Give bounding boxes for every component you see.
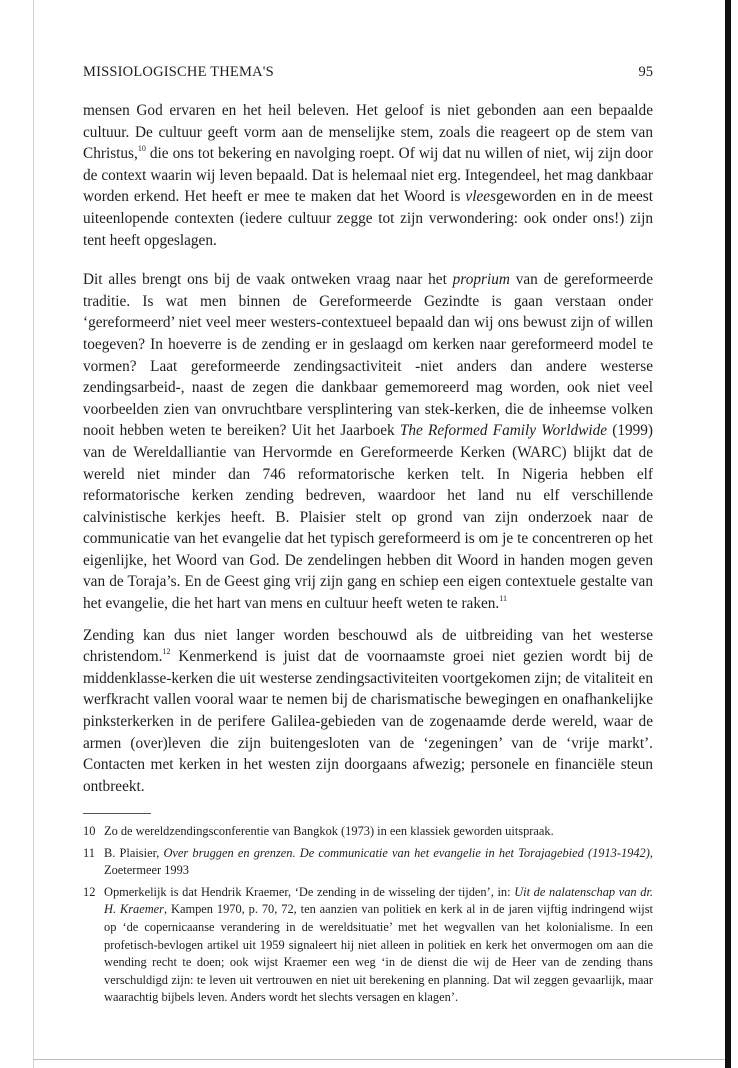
footnote-10: 10 Zo de wereldzendingsconferentie van Bangkok (1973) in een klassiek geworden uitspraak.: [83, 823, 653, 841]
running-title: MISSIOLOGISCHE THEMA'S: [83, 64, 274, 80]
footnote-number: 10: [83, 824, 96, 838]
body-text: [83, 100, 653, 815]
footnote-number: 12: [83, 884, 96, 899]
footnotes: [83, 823, 653, 1011]
scan-bottom-edge: [33, 1059, 725, 1060]
paragraph-3: Zending kan dus niet langer worden beschouwd als de uitbreiding van het westerse christendom.$^{12}$ Kenmerkend is juist dat de voornaamste groei niet gezien wordt bij de middenklasse-kerken die uit westerse zendingsactiviteiten voortgekomen zijn; de vitaliteit en werfkracht vallen vooral waar te nemen bij de charismatische bewegingen en onafhankelijke pinksterkerken in de perifere Galilea-gebieden van de zogenaamde derde wereld, waar de armen (over)leven die zijn buitengesloten van de ‘zegeningen’ van de ‘vrije markt’. Contacten met kerken in het westen zijn doorgaans afwezig; personele en financiële steun ontbreekt.: [83, 626, 653, 795]
running-header: [83, 64, 653, 84]
footnote-11: 11 B. Plaisier, Over bruggen en grenzen. De communicatie van het evangelie in het Torajagebied (1913-1942), Zoetermeer 1993: [83, 845, 653, 878]
footnote-ref-12[interactable]: 12: [162, 647, 171, 657]
footnote-12: 12 Opmerkelijk is dat Hendrik Kraemer, ‘De zending in de wisseling der tijden’, in: Uit de nalatenschap van dr. H. Kraemer, Kampen 1970, p. 70, 72, ten aanzien van politiek en kerk al in de jaren vijftig indringend wijst op ‘de copernicaanse verandering in de wereldsituatie’ met het wegvallen van het kolonialisme. In een profetisch-bevlogen artikel uit 1959 signaleert hij niet alleen in politiek en kerk het onvermogen om aan die wending recht te doen; ook wijst Kraemer een weg ‘in de dienst die wij de Heer van de zending thans verschuldigd zijn: te leven uit vertrouwen en niet uit berekening en planning. Dat wil zeggen gevaarlijk, maar waarachtig bijbels leven. Anders wordt het slechts versagen en klagen’.: [83, 884, 654, 1005]
footnote-ref-10[interactable]: 10: [137, 144, 146, 154]
scan-left-edge: [33, 0, 34, 1068]
footnote-ref-11[interactable]: 11: [499, 594, 507, 604]
footnote-number: 11: [83, 845, 95, 860]
paragraph-1: mensen God ervaren en het heil beleven. Het geloof is niet gebonden aan een bepaalde cultuur. De cultuur geeft vorm aan de menselijke stem, zoals die reageert op de stem van Christus,$^{10}$ die ons tot bekering en navolging roept. Of wij dat nu willen of niet, wij zijn door de context waarin wij leven bepaald. Dat is helemaal niet erg. Integendeel, het mag dankbaar worden erkend. Het heeft er mee te maken dat het Woord is vleesgeworden en in de meest uiteenlopende contexten (iedere cultuur zegge tot zijn verwondering: ook onder ons!) zijn tent heeft opgeslagen.: [83, 102, 653, 249]
page-number: 95: [638, 64, 653, 80]
footnote-separator: [83, 813, 151, 814]
scan-right-edge: [725, 0, 731, 1068]
paragraph-2: Dit alles brengt ons bij de vaak ontweken vraag naar het proprium van de gereformeerde traditie. Is wat men binnen de Gereformeerde Gezindte is gaan verstaan onder ‘gereformeerd’ niet veel meer westers-contextueel bepaald dan wij ons bewust zijn of willen toegeven? In hoeverre is de zending er in geslaagd om kerken naar gereformeerd model te vormen? Laat gereformeerde zendingsactiviteit -niet anders dan andere westerse zendingsarbeid-, naast de zegen die dankbaar gememoreerd mag worden, ook niet veel voorbeelden zien van onvruchtbare versplintering van stek-kerken, die de inheemse volken nooit hebben weten te bereiken? Uit het Jaarboek The Reformed Family Worldwide (1999) van de Wereldalliantie van Hervormde en Gereformeerde Kerken (WARC) blijkt dat de wereld niet minder dan 746 reformatorische kerken telt. In Nigeria hebben elf reformatorische kerken zending bedreven, waardoor het land nu elf verschillende calvinistische kerkjes heeft. B. Plaisier stelt op grond van zijn onderzoek naar de communicatie van het evangelie dat het typisch gereformeerd is om je te concentreren op het eigenlijke, het Woord van God. De zendelingen hebben dit Woord in handen mogen geven van de Toraja’s. En de Geest ging vrij zijn gang en schiep een eigen contextuele gestalte van het evangelie, die het hart van mens en cultuur heeft weten te raken.$^{11}$: [83, 271, 654, 613]
